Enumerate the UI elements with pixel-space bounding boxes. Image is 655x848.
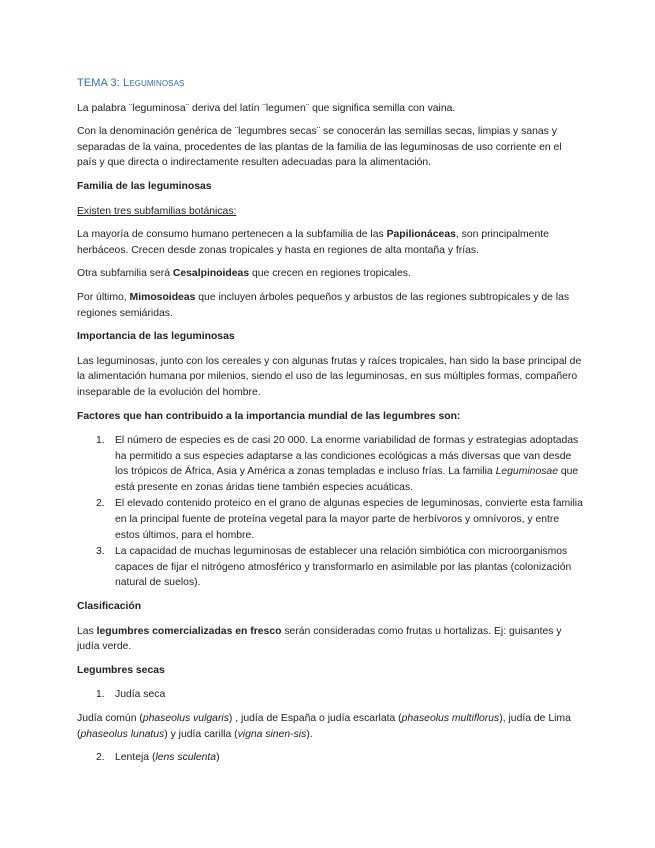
heading-importancia: Importancia de las leguminosas	[77, 331, 235, 343]
paragraph-cesalpinoideas: Otra subfamilia será Cesalpinoideas que crecen en regiones tropicales.	[77, 268, 411, 280]
subfamilias-intro: Existen tres subfamilias botánicas:	[77, 205, 237, 217]
title-topic: Leguminosas	[123, 77, 185, 89]
paragraph-etymology: La palabra ¨leguminosa¨ deriva del latín ¨legumen¨ que significa semilla con vaina.	[77, 102, 456, 114]
paragraph-importancia: Las leguminosas, junto con los cereales y con algunas frutas y raíces tropicales, han sido la base principal de la alimentación humana por milenios, siendo el uso de las leguminosas, en sus múltiples formas, compañero inseparable de la evolución del hombre.	[77, 355, 582, 398]
list-item-lenteja: 2. Lenteja (lens sculenta)	[96, 752, 220, 764]
list-item-judia-seca: 1. Judía seca	[96, 689, 166, 701]
factores-list	[77, 433, 583, 591]
heading-familia: Familia de las leguminosas	[77, 180, 212, 192]
list-item: 2. El elevado contenido proteico en el grano de algunas especies de leguminosas, convierte esta familia en la principal fuente de proteína vegetal para la mayor parte de herbívoros y omnívoros, y entre estos últimos, para el hombre.	[96, 498, 583, 541]
heading-factores: Factores que han contribuido a la importancia mundial de las legumbres son:	[77, 410, 461, 422]
term-mimosoideas: Mimosoideas	[129, 291, 196, 303]
heading-legumbres-secas: Legumbres secas	[77, 664, 165, 676]
list-item: 3. La capacidad de muchas leguminosas de establecer una relación simbiótica con microorganismos capaces de fijar el nitrógeno atmosférico y transformarlo en asimilable por las plantas (colonización natural de suelos).	[96, 546, 572, 589]
list-item: 1. El número de especies es de casi 20 000. La enorme variabilidad de formas y estrategias adoptadas ha permitido a sus especies adaptarse a las condiciones ecológicas a más diversas que van desde los trópicos de África, Asia y América a zonas templadas e incluso frías. La familia Leguminosae que está presente en zonas áridas tiene también especies acuáticas.	[96, 435, 579, 493]
title-prefix: TEMA 3:	[77, 77, 124, 89]
term-lens-sculenta: lens sculenta	[155, 752, 217, 764]
paragraph-mimosoideas: Por último, Mimosoideas que incluyen árboles pequeños y arbustos de las regiones subtropicales y de las regiones semiáridas.	[77, 291, 570, 319]
paragraph-papilionaceas: La mayoría de consumo humano pertenecen a la subfamilia de las Papilionáceas, son principalmente herbáceos. Crecen desde zonas tropicales y hasta en regiones de alta montaña y frías.	[77, 229, 549, 256]
paragraph-judias: Judía común (phaseolus vulgaris) , judía de España o judía escarlata (phaseolus multiflorus), judía de Lima (phaseolus lunatus) y judía carilla (vigna sinen-sis).	[77, 713, 571, 740]
paragraph-definition: Con la denominación genérica de ¨legumbres secas¨ se conocerán las semillas secas, limpias y sanas y separadas de la vaina, procedentes de las plantas de la familia de las leguminosas de uso corriente en el país y que directa o indirectamente resulten adecuadas para la alimentación.	[77, 126, 562, 169]
term-leguminosae: Leguminosae	[495, 466, 558, 478]
document-title	[77, 76, 583, 92]
term-papilionaceas: Papilionáceas	[386, 229, 456, 241]
paragraph-comercializadas: Las legumbres comercializadas en fresco serán consideradas como frutas u hortalizas. Ej: guisantes y judía verde.	[77, 625, 562, 653]
term-cesalpinoideas: Cesalpinoideas	[172, 268, 250, 280]
heading-clasificacion: Clasificación	[77, 601, 142, 613]
term-legumbres-fresco: legumbres comercializadas en fresco	[96, 625, 282, 637]
